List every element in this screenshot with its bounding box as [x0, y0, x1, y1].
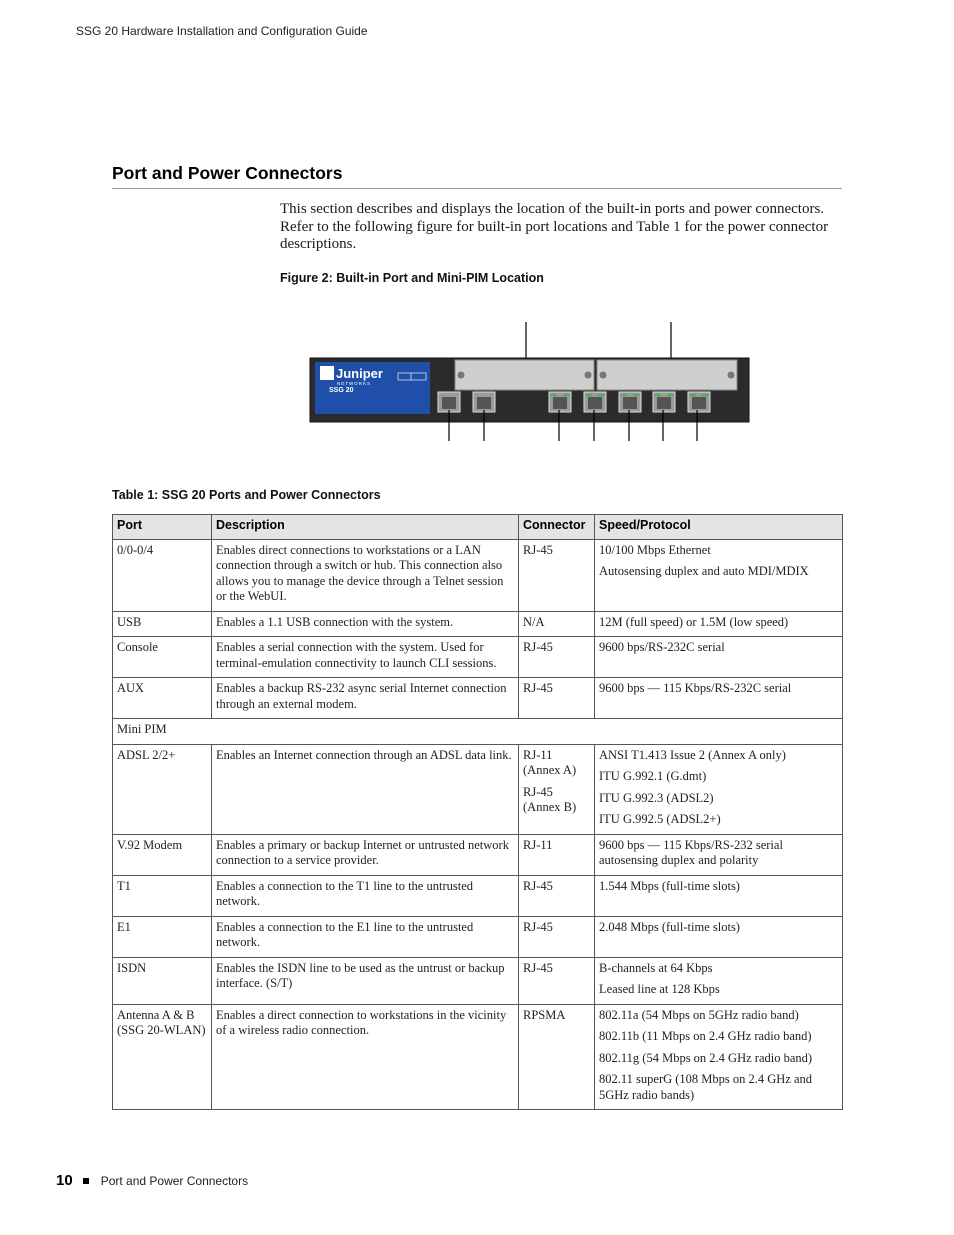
- device-figure: [300, 318, 760, 448]
- cell-speed-protocol: [595, 875, 843, 916]
- group-label: Mini PIM: [113, 719, 843, 745]
- cell-description: Enables the ISDN line to be used as the untrust or backup interface. (S/T): [212, 957, 519, 1004]
- brand-sub: NETWORKS: [337, 381, 372, 386]
- title-rule: [112, 188, 842, 189]
- rj45-jack: [477, 397, 491, 409]
- speed-line: Autosensing duplex and auto MDI/MDIX: [599, 564, 809, 578]
- speed-line: Leased line at 128 Kbps: [599, 982, 720, 996]
- speed-line: 9600 bps — 115 Kbps/RS-232 serial autosensing duplex and polarity: [599, 837, 783, 867]
- table-group-row: [113, 719, 843, 745]
- cell-description: Enables a backup RS-232 async serial Internet connection through an external modem.: [212, 678, 519, 719]
- slot-screw: [600, 372, 607, 379]
- port-led: [551, 394, 557, 396]
- speed-line: 802.11 superG (108 Mbps on 2.4 GHz and 5GHz radio bands): [599, 1072, 813, 1102]
- rj45-jack: [588, 397, 602, 409]
- cell-speed-protocol: [595, 637, 843, 678]
- cell-port: AUX: [113, 678, 212, 719]
- table-row: [113, 678, 843, 719]
- running-header: SSG 20 Hardware Installation and Configuration Guide: [76, 24, 368, 38]
- cell-speed-protocol: [595, 957, 843, 1004]
- table-row: [113, 834, 843, 875]
- port-led: [690, 394, 696, 396]
- connector-line: RJ-45 (Annex B): [523, 784, 577, 814]
- rj45-jack: [553, 397, 567, 409]
- cell-port: Console: [113, 637, 212, 678]
- speed-line: 802.11a (54 Mbps on 5GHz radio band): [599, 1007, 799, 1022]
- speed-line: 12M (full speed) or 1.5M (low speed): [599, 614, 789, 629]
- speed-line: ITU G.992.5 (ADSL2+): [599, 812, 721, 826]
- port-led: [667, 394, 673, 396]
- speed-line: ITU G.992.1 (G.dmt): [599, 769, 707, 783]
- table-row: [113, 1004, 843, 1110]
- cell-connector: [519, 678, 595, 719]
- model-name: SSG 20: [329, 387, 354, 394]
- cell-speed-protocol: [595, 539, 843, 611]
- cell-connector: [519, 744, 595, 834]
- cell-port: V.92 Modem: [113, 834, 212, 875]
- port-led: [563, 394, 569, 396]
- cell-speed-protocol: [595, 678, 843, 719]
- header-port: Port: [113, 515, 212, 540]
- port-led: [655, 394, 661, 396]
- cell-port: ADSL 2/2+: [113, 744, 212, 834]
- rj45-jack: [657, 397, 671, 409]
- slot-screw: [728, 372, 735, 379]
- cell-connector: [519, 539, 595, 611]
- cell-connector: [519, 916, 595, 957]
- led-labels: · · · ·: [356, 402, 367, 408]
- header-connector: Connector: [519, 515, 595, 540]
- cell-description: Enables a 1.1 USB connection with the system.: [212, 611, 519, 637]
- cell-port: 0/0-0/4: [113, 539, 212, 611]
- cell-speed-protocol: [595, 1004, 843, 1110]
- intro-paragraph: This section describes and displays the location of the built-in ports and power connectors. Refer to the following figure for built-in port locations and Table 1 for the power connector descriptions.: [280, 201, 829, 252]
- cell-connector: [519, 637, 595, 678]
- rj45-jack: [623, 397, 637, 409]
- table-row: [113, 611, 843, 637]
- connector-line: RJ-11: [523, 837, 553, 852]
- speed-line: 802.11g (54 Mbps on 2.4 GHz radio band): [599, 1050, 813, 1065]
- connector-line: RPSMA: [523, 1007, 566, 1022]
- speed-line: ITU G.992.3 (ADSL2): [599, 790, 714, 805]
- cell-description: Enables an Internet connection through an ADSL data link.: [212, 744, 519, 834]
- cell-description: Enables direct connections to workstations or a LAN connection through a switch or hub. This connection also allows you to manage the device through a Telnet session or the WebUI.: [212, 539, 519, 611]
- port-led: [702, 394, 708, 396]
- table-row: [113, 744, 843, 834]
- table-caption: Table 1: SSG 20 Ports and Power Connectors: [112, 488, 381, 502]
- table-row: [113, 916, 843, 957]
- speed-line: ANSI T1.413 Issue 2 (Annex A only): [599, 747, 786, 762]
- slot-screw: [458, 372, 465, 379]
- cell-port: E1: [113, 916, 212, 957]
- cell-connector: [519, 875, 595, 916]
- cell-connector: [519, 957, 595, 1004]
- port-led: [586, 394, 592, 396]
- device-front-panel: [300, 318, 760, 448]
- connector-line: RJ-45: [523, 542, 553, 557]
- rj45-jack: [442, 397, 456, 409]
- footer-section-name: Port and Power Connectors: [100, 1173, 249, 1188]
- header-speed-protocol: Speed/Protocol: [595, 515, 843, 540]
- cell-description: Enables a direct connection to workstations in the vicinity of a wireless radio connection.: [212, 1004, 519, 1110]
- cell-speed-protocol: [595, 916, 843, 957]
- cell-speed-protocol: [595, 744, 843, 834]
- cell-connector: [519, 611, 595, 637]
- connector-line: RJ-45: [523, 878, 553, 893]
- table-row: [113, 875, 843, 916]
- speed-line: 10/100 Mbps Ethernet: [599, 542, 711, 557]
- cell-speed-protocol: [595, 834, 843, 875]
- page-footer: [56, 1172, 248, 1189]
- cell-speed-protocol: [595, 611, 843, 637]
- connector-line: RJ-11 (Annex A): [523, 747, 577, 777]
- speed-line: 9600 bps/RS-232C serial: [599, 640, 725, 654]
- connector-line: RJ-45: [523, 960, 553, 975]
- port-led: [598, 394, 604, 396]
- page-number: 10: [56, 1172, 73, 1189]
- cell-description: Enables a connection to the T1 line to the untrusted network.: [212, 875, 519, 916]
- footer-bullet: [83, 1178, 89, 1184]
- connector-line: N/A: [523, 614, 545, 629]
- table-row: [113, 957, 843, 1004]
- port-led: [621, 394, 627, 396]
- cell-connector: [519, 834, 595, 875]
- cell-port: T1: [113, 875, 212, 916]
- cell-port: USB: [113, 611, 212, 637]
- ports-table: [112, 514, 843, 1110]
- mini-pim-slot: [455, 360, 594, 390]
- cell-port: ISDN: [113, 957, 212, 1004]
- mini-pim-slot: [597, 360, 737, 390]
- speed-line: 1.544 Mbps (full-time slots): [599, 878, 740, 893]
- brand-logo-mark: [320, 366, 334, 380]
- table-row: [113, 539, 843, 611]
- speed-line: 2.048 Mbps (full-time slots): [599, 919, 740, 934]
- rj45-jack: [692, 397, 706, 409]
- connector-line: RJ-45: [523, 640, 553, 654]
- table-row: [113, 637, 843, 678]
- table-header-row: [113, 515, 843, 540]
- figure-caption: Figure 2: Built-in Port and Mini-PIM Location: [280, 271, 544, 285]
- speed-line: 802.11b (11 Mbps on 2.4 GHz radio band): [599, 1029, 812, 1043]
- connector-line: RJ-45: [523, 919, 553, 934]
- brand-name: Juniper: [336, 366, 383, 381]
- section-title: Port and Power Connectors: [112, 163, 343, 183]
- cell-port: Antenna A & B (SSG 20-WLAN): [113, 1004, 212, 1110]
- cell-description: Enables a primary or backup Internet or untrusted network connection to a service provider.: [212, 834, 519, 875]
- speed-line: 9600 bps — 115 Kbps/RS-232C serial: [599, 681, 792, 695]
- port-led: [633, 394, 639, 396]
- slot-screw: [585, 372, 592, 379]
- connector-line: RJ-45: [523, 681, 553, 695]
- cell-description: Enables a serial connection with the system. Used for terminal-emulation connectivity to launch CLI sessions.: [212, 637, 519, 678]
- cell-description: Enables a connection to the E1 line to the untrusted network.: [212, 916, 519, 957]
- speed-line: B-channels at 64 Kbps: [599, 960, 713, 975]
- header-description: Description: [212, 515, 519, 540]
- cell-connector: [519, 1004, 595, 1110]
